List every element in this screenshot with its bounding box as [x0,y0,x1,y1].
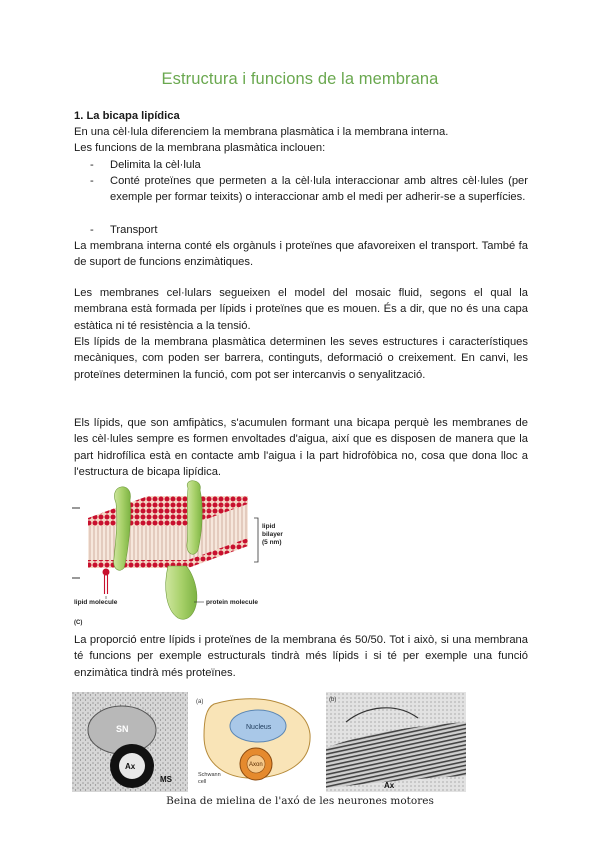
panel-b-letter: (a) [196,699,204,705]
myelin-diagram-panel-b [194,694,320,790]
paragraph-internal-membrane: La membrana interna conté els orgànuls i proteïnes que afavoreixen el transport. També fa de suport de funcions enzimàtiques. [74,240,528,269]
axon-label: Axon [249,762,263,768]
function-item-1: Delimita la cèl·lula [110,159,201,171]
paragraph-amphipathic: Els lípids, que son amfipàtics, s'acumulen formant una bicapa perquè les membranes de les cèl·lules sempre es formen envoltades d'aigua, així que es disposen de manera que la part hidrofílica està en contacte amb l'aigua i la part hidrofòbica no, cosa que dona lloc a l'estructura de bicapa lipídica. [74,417,528,479]
protein-molecule-label: protein molecule [206,599,259,606]
bilayer-bracket [254,518,258,562]
bilayer-label-line-3: (5 nm) [262,539,282,546]
function-item-2: Conté proteïnes que permeten a la cèl·lula interaccionar amb altres cèl·lules (per exemple per formar teixits) o interaccionar amb el medi per adherir-se a superfícies. [110,175,528,204]
bullet-mark: - [90,224,94,236]
figure-panel-letter: (C) [74,620,83,626]
lipid-bilayer-figure [68,478,300,628]
lipid-molecule-label: lipid molecule [74,599,118,606]
bilayer-front-upper-heads [88,518,188,526]
bilayer-label-line-2: bilayer [262,531,283,538]
schwann-label-line-1: Schwann [198,772,221,778]
sn-label: SN [116,724,129,734]
bilayer-front-tails [88,526,188,560]
bilayer-label-line-1: lipid [262,523,276,530]
ax-label: Ax [125,762,136,771]
section-heading: 1. La bicapa lipídica [74,110,180,122]
ms-label: MS [160,775,172,784]
intro-line-1: En una cèl·lula diferenciem la membrana plasmàtica i la membrana interna. [74,126,449,138]
schwann-label-line-2: cell [198,779,207,785]
intro-line-2: Les funcions de la membrana plasmàtica inclouen: [74,142,326,154]
bullet-mark: - [90,159,94,171]
figure-caption: Beina de mielina de l'axó de les neurones motores [166,795,434,807]
protein-molecule-bottom [166,566,197,619]
nucleus-label: Nucleus [246,724,272,731]
paragraph-fluid-mosaic: Les membranes cel·lulars segueixen el model del mosaic fluid, segons el qual la membrana està formada per lípids i proteïnes que es mouen. És a dir, que no és una capa estàtica ni té resistència a la tensió. [74,287,528,332]
function-item-3: Transport [110,224,158,236]
paragraph-lipids-proteins: Els lípids de la membrana plasmàtica determinen les seves estructures i característiques mecàniques, com poden ser barrera, continguts, deformació o creixement. En canvi, les proteïnes determinen la funció, com pot ser intercanvis o senyalització. [74,336,528,381]
lipid-molecule-head [103,569,110,576]
paragraph-ratio: La proporció entre lípids i proteïnes de la membrana és 50/50. Tot i això, si una membrana té funcions per exemple estructurals tindrà més lípids i si té per exemple una funció enzimàtica tindrà més proteïnes. [74,634,528,679]
bullet-mark: - [90,175,94,187]
panel-c-letter: (b) [329,697,337,703]
page-title: Estructura i funcions de la membrana [161,70,439,88]
myelin-micrograph-panel-c [326,692,466,792]
myelin-micrograph-panel-a [72,692,188,792]
ax-label: Ax [384,781,395,790]
